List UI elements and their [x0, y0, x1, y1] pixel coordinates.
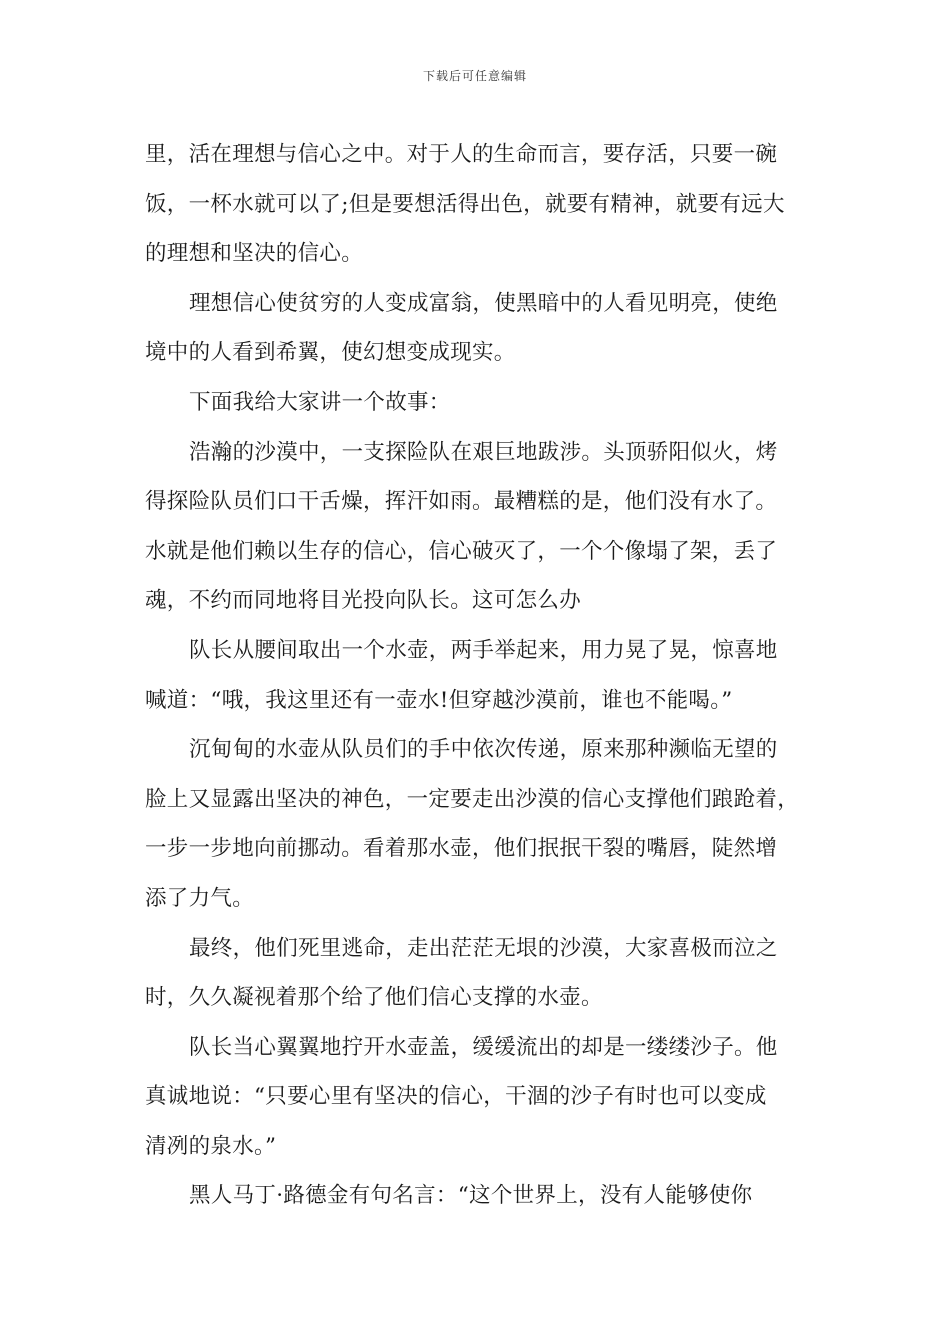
text-line: 境中的人看到希翼，使幻想变成现实。	[145, 340, 516, 366]
text-line: 一步一步地向前挪动。看着那水壶，他们抿抿干裂的嘴唇，陡然增	[145, 836, 778, 862]
document-body	[145, 130, 810, 1221]
text-line: 时，久久凝视着那个给了他们信心支撑的水壶。	[145, 985, 603, 1011]
paragraph-first-line: 浩瀚的沙漠中，一支探险队在艰巨地跋涉。头顶骄阳似火，烤	[189, 439, 778, 465]
paragraph-first-line: 沉甸甸的水壶从队员们的手中依次传递，原来那种濒临无望的	[189, 737, 778, 763]
paragraph-first-line: 下面我给大家讲一个故事：	[189, 389, 451, 415]
text-line: 脸上又显露出坚决的神色，一定要走出沙漠的信心支撑他们踉跄着，	[145, 786, 800, 812]
text-line: 饭，一杯水就可以了;但是要想活得出色，就要有精神，就要有远大	[145, 191, 785, 217]
text-line: 得探险队员们口干舌燥，挥汗如雨。最糟糕的是，他们没有水了。	[145, 489, 778, 515]
text-line: 清冽的泉水。”	[145, 1133, 277, 1159]
text-line: 里，活在理想与信心之中。对于人的生命而言，要存活，只要一碗	[145, 142, 778, 167]
text-line: 喊道：“哦，我这里还有一壶水!但穿越沙漠前，谁也不能喝。”	[145, 687, 733, 713]
text-line: 水就是他们赖以生存的信心，信心破灭了，一个个像塌了架，丢了	[145, 538, 778, 564]
paragraph-first-line: 队长当心翼翼地拧开水壶盖，缓缓流出的却是一缕缕沙子。他	[189, 1034, 778, 1060]
text-line: 的理想和坚决的信心。	[145, 241, 364, 267]
paragraph-first-line: 理想信心使贫穷的人变成富翁，使黑暗中的人看见明亮，使绝	[189, 290, 778, 316]
text-line: 添了力气。	[145, 885, 255, 911]
paragraph-first-line: 队长从腰间取出一个水壶，两手举起来，用力晃了晃，惊喜地	[189, 637, 778, 663]
page-header: 下载后可任意编辑	[422, 69, 527, 83]
text-line: 真诚地说：“只要心里有坚决的信心，干涸的沙子有时也可以变成	[145, 1084, 767, 1110]
text-line: 魂，不约而同地将目光投向队长。这可怎么办	[145, 588, 582, 614]
paragraph-first-line: 黑人马丁·路德金有句名言：“这个世界上，没有人能够使你	[189, 1183, 753, 1209]
paragraph-first-line: 最终，他们死里逃命，走出茫茫无垠的沙漠，大家喜极而泣之	[189, 935, 778, 961]
